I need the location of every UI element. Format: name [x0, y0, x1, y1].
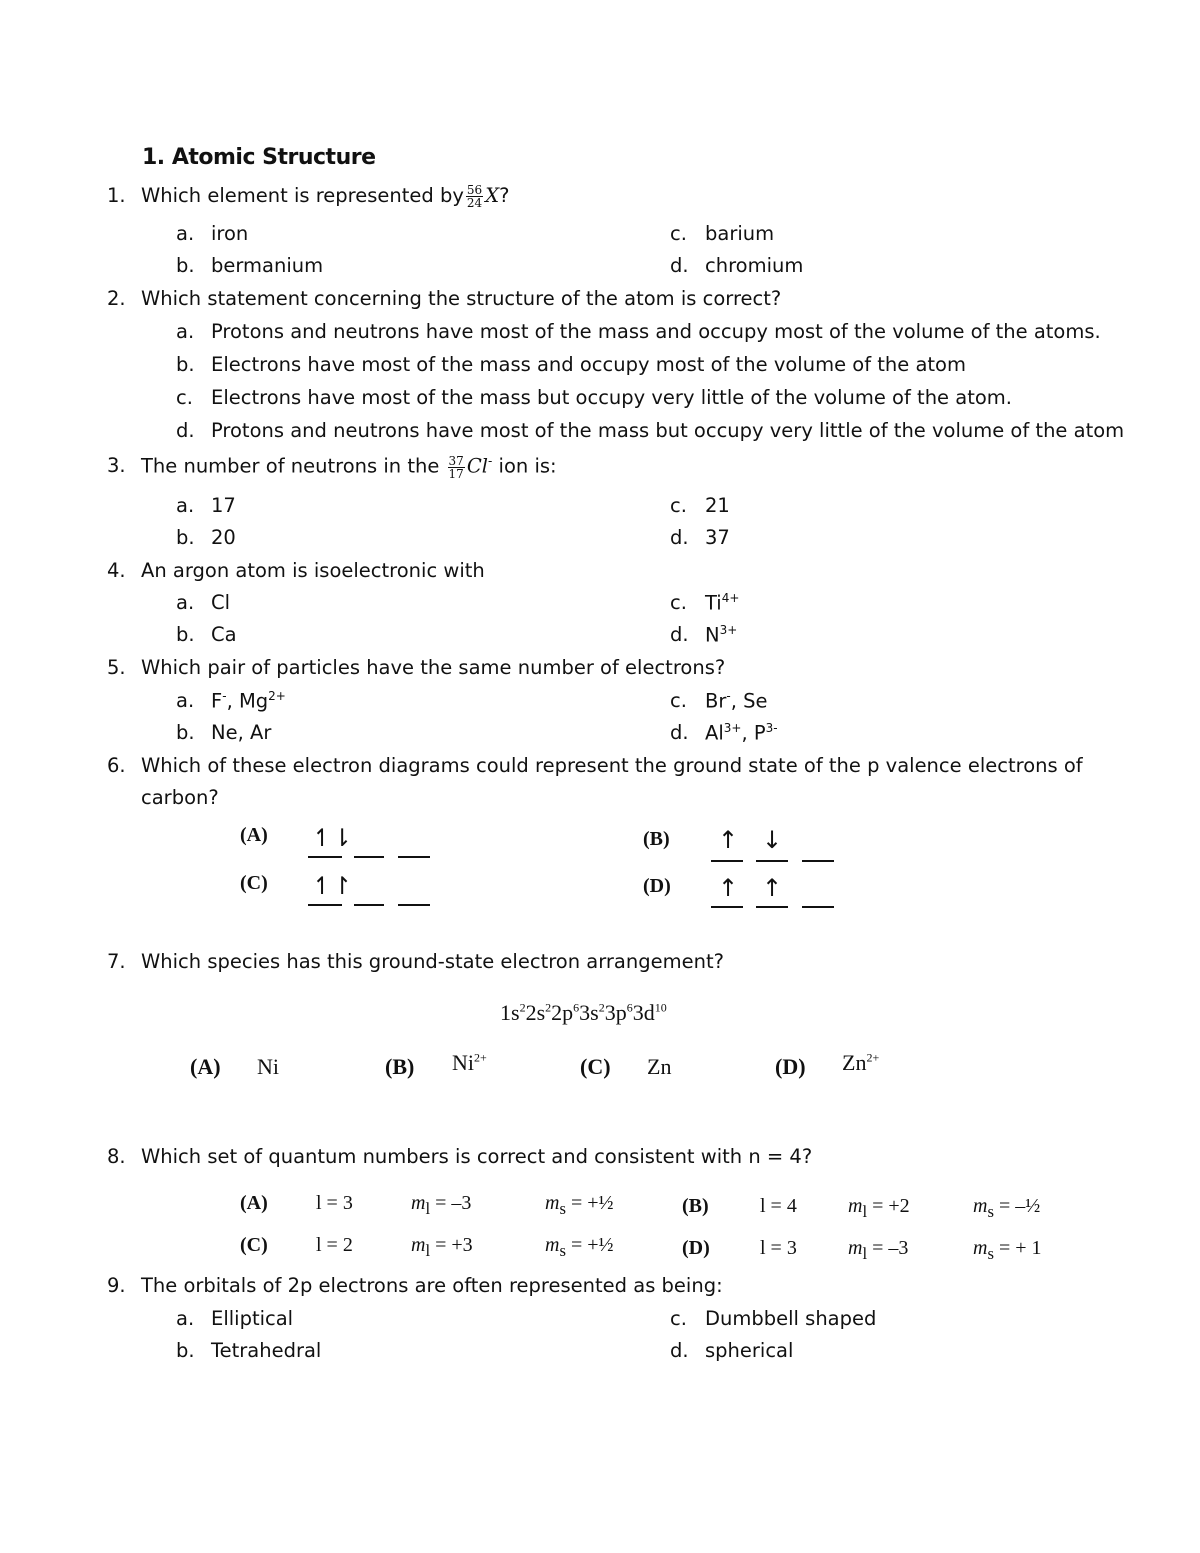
option-letter: a.	[176, 494, 195, 517]
ms-symbol: m	[973, 1237, 988, 1259]
quantum-ms	[973, 1195, 1040, 1222]
option-text: 37	[705, 526, 730, 549]
option-letter: a.	[176, 591, 195, 614]
question-text: An argon atom is isoelectronic with	[141, 559, 485, 582]
question-text-continued: carbon?	[141, 786, 219, 809]
species: Ne, Ar	[211, 721, 272, 744]
atomic-number: 24	[466, 196, 483, 210]
question-number: 6.	[107, 754, 126, 777]
option-letter: b.	[176, 526, 195, 549]
option-letter: c.	[670, 689, 687, 712]
option-text: chromium	[705, 254, 804, 277]
choice-label: (B)	[682, 1195, 709, 1217]
ion-charge: 3-	[765, 721, 778, 735]
species: N	[705, 623, 720, 647]
ion-charge: 3+	[723, 721, 742, 735]
quantum-ml	[848, 1237, 908, 1264]
option-letter: c.	[670, 591, 687, 614]
option-text: Elliptical	[211, 1307, 294, 1330]
diagram-label: (C)	[240, 872, 268, 894]
species: Br	[705, 689, 727, 713]
ml-value: = +3	[430, 1234, 473, 1256]
ms-symbol: m	[545, 1192, 560, 1214]
option-text: iron	[211, 222, 249, 245]
electron-count: 6	[626, 1000, 633, 1015]
choice-label: (A)	[190, 1054, 221, 1079]
ms-subscript: s	[559, 1199, 566, 1218]
option-text: Protons and neutrons have most of the mass and occupy most of the volume of the atoms.	[211, 320, 1101, 343]
choice-label: (D)	[775, 1054, 806, 1079]
ml-symbol: m	[848, 1237, 863, 1259]
ml-symbol: m	[411, 1192, 426, 1214]
species: , Se	[730, 689, 768, 713]
orbital-arrows: ↿↾	[312, 872, 353, 900]
option-text: bermanium	[211, 254, 324, 277]
option-letter: c.	[670, 1307, 687, 1330]
orbital-line	[711, 860, 743, 862]
quantum-ml	[411, 1192, 471, 1219]
mass-number: 37	[448, 453, 464, 468]
question-number: 7.	[107, 950, 126, 973]
question-text: The orbitals of 2p electrons are often represented as being:	[141, 1274, 723, 1297]
question-number: 1.	[107, 184, 126, 207]
option-letter: b.	[176, 721, 195, 744]
option-text	[705, 721, 778, 745]
question-text-pre: Which element is represented by	[141, 184, 464, 207]
option-letter: b.	[176, 1339, 195, 1362]
electron-count: 10	[654, 1000, 667, 1015]
option-text: spherical	[705, 1339, 794, 1362]
ion-charge: -	[222, 689, 227, 703]
ion-charge: -	[488, 454, 493, 468]
electron-configuration	[500, 1000, 667, 1026]
species: Ca	[211, 623, 237, 646]
option-letter: b.	[176, 254, 195, 277]
option-letter: d.	[670, 721, 689, 744]
ml-subscript: l	[425, 1199, 431, 1218]
electron-count: 2	[545, 1000, 552, 1015]
orbital-line	[802, 860, 834, 862]
species: , P	[741, 721, 766, 745]
option-letter: d.	[670, 623, 689, 646]
species: Ti	[705, 591, 722, 615]
choice-label: (B)	[385, 1054, 415, 1079]
ml-value: = –3	[430, 1192, 472, 1214]
quantum-l: l = 3	[316, 1192, 353, 1214]
question-text: Which of these electron diagrams could represent the ground state of the p valence electrons of	[141, 754, 1083, 777]
option-letter: d.	[176, 419, 195, 442]
isotope-notation	[448, 455, 465, 480]
option-letter: c.	[670, 222, 687, 245]
choice-label: (C)	[240, 1234, 268, 1256]
question-number: 8.	[107, 1145, 126, 1168]
orbital-line	[756, 860, 788, 862]
ms-symbol: m	[973, 1195, 988, 1217]
orbital-line	[756, 906, 788, 908]
orbital-line	[354, 904, 384, 906]
ion-charge: 2+	[268, 689, 286, 703]
choice-species	[842, 1050, 879, 1076]
ms-value: = –½	[993, 1195, 1041, 1217]
ml-symbol: m	[411, 1234, 426, 1256]
diagram-label: (B)	[643, 828, 670, 850]
option-text: 20	[211, 526, 236, 549]
section-title: 1. Atomic Structure	[142, 145, 376, 170]
ml-subscript: l	[862, 1244, 868, 1263]
quantum-l: l = 2	[316, 1234, 353, 1256]
species: F	[211, 689, 223, 713]
option-text	[211, 591, 230, 614]
question-number: 4.	[107, 559, 126, 582]
subshell: 1s	[500, 1000, 520, 1025]
choice-label: (C)	[580, 1054, 611, 1079]
orbital-arrow: ↑	[718, 874, 739, 902]
subshell: 2p	[551, 1000, 574, 1025]
ion-charge: 4+	[721, 591, 740, 605]
question-number: 2.	[107, 287, 126, 310]
subshell: 3s	[579, 1000, 599, 1025]
option-text: Electrons have most of the mass but occupy very little of the volume of the atom.	[211, 386, 1012, 409]
option-letter: b.	[176, 623, 195, 646]
option-text	[705, 591, 739, 615]
option-letter: b.	[176, 353, 195, 376]
species: , Mg	[226, 689, 269, 713]
orbital-line	[308, 904, 342, 906]
question-text: Which pair of particles have the same number of electrons?	[141, 656, 726, 679]
option-letter: a.	[176, 222, 195, 245]
orbital-line	[308, 856, 342, 858]
choice-species	[452, 1050, 487, 1076]
orbital-line	[354, 856, 384, 858]
ms-value: = +½	[565, 1192, 614, 1214]
question-text-post: ?	[499, 184, 510, 207]
ms-symbol: m	[545, 1234, 560, 1256]
species: Cl	[211, 591, 231, 614]
atomic-number: 17	[448, 466, 464, 481]
question-text-post: ion is:	[498, 454, 557, 478]
question-text	[141, 454, 557, 480]
ion-charge: 2+	[866, 1050, 880, 1065]
electron-count: 2	[598, 1000, 605, 1015]
species: Zn	[647, 1054, 672, 1079]
orbital-arrow: ↑	[718, 826, 739, 854]
ion-charge: 2+	[474, 1050, 487, 1065]
orbital-arrows: ↿⇂	[312, 824, 353, 852]
species: Ni	[452, 1050, 474, 1075]
quantum-l: l = 4	[760, 1195, 797, 1217]
orbital-line	[398, 856, 430, 858]
option-letter: c.	[176, 386, 193, 409]
ion-charge: -	[726, 689, 731, 703]
ml-value: = +2	[867, 1195, 910, 1217]
option-text: barium	[705, 222, 775, 245]
option-text	[705, 623, 737, 647]
question-text-pre: The number of neutrons in the	[141, 454, 440, 478]
question-number: 9.	[107, 1274, 126, 1297]
option-text	[705, 689, 768, 713]
option-text: Electrons have most of the mass and occupy most of the volume of the atom	[211, 353, 966, 376]
quantum-ml	[848, 1195, 910, 1222]
electron-count: 2	[519, 1000, 526, 1015]
option-letter: c.	[670, 494, 687, 517]
orbital-arrow: ↓	[762, 826, 783, 854]
quantum-ms	[545, 1192, 614, 1219]
ms-value: = + 1	[993, 1237, 1042, 1259]
option-letter: d.	[670, 1339, 689, 1362]
question-number: 3.	[107, 454, 126, 477]
species: Al	[705, 721, 724, 745]
choice-species	[647, 1054, 671, 1080]
ion-charge: 3+	[719, 623, 738, 637]
question-text: Which statement concerning the structure of the atom is correct?	[141, 287, 782, 310]
ms-subscript: s	[987, 1202, 994, 1221]
orbital-arrow: ↑	[762, 874, 783, 902]
orbital-line	[711, 906, 743, 908]
quantum-ms	[973, 1237, 1042, 1264]
element-symbol: Cl	[466, 454, 488, 478]
ms-subscript: s	[987, 1244, 994, 1263]
option-text	[211, 689, 286, 713]
diagram-label: (A)	[240, 824, 268, 846]
choice-label: (D)	[682, 1237, 710, 1259]
ms-value: = +½	[565, 1234, 614, 1256]
subshell: 3p	[604, 1000, 627, 1025]
question-text	[141, 184, 509, 209]
element-symbol: X	[485, 184, 500, 207]
quantum-ms	[545, 1234, 614, 1261]
option-letter: d.	[670, 254, 689, 277]
option-letter: d.	[670, 526, 689, 549]
option-text	[211, 623, 237, 646]
option-text: Dumbbell shaped	[705, 1307, 877, 1330]
mass-number: 56	[466, 183, 483, 197]
question-text: Which set of quantum numbers is correct and consistent with n = 4?	[141, 1145, 813, 1168]
option-letter: a.	[176, 1307, 195, 1330]
subshell: 2s	[525, 1000, 546, 1025]
choice-label: (A)	[240, 1192, 268, 1214]
species: Zn	[842, 1050, 867, 1075]
option-letter: a.	[176, 320, 195, 343]
diagram-label: (D)	[643, 875, 671, 897]
choice-species	[257, 1054, 279, 1080]
quantum-l: l = 3	[760, 1237, 797, 1259]
question-text: Which species has this ground-state electron arrangement?	[141, 950, 724, 973]
option-text: 21	[705, 494, 730, 517]
electron-count: 6	[573, 1000, 580, 1015]
ml-symbol: m	[848, 1195, 863, 1217]
subshell: 3d	[632, 1000, 655, 1025]
species: Ni	[257, 1054, 279, 1079]
option-letter: a.	[176, 689, 195, 712]
question-number: 5.	[107, 656, 126, 679]
ml-subscript: l	[862, 1202, 868, 1221]
option-text: Protons and neutrons have most of the mass but occupy very little of the volume of the atom	[211, 419, 1125, 442]
orbital-line	[802, 906, 834, 908]
option-text: 17	[211, 494, 236, 517]
quantum-ml	[411, 1234, 473, 1261]
option-text	[211, 721, 271, 744]
ml-value: = –3	[867, 1237, 909, 1259]
ml-subscript: l	[425, 1241, 431, 1260]
option-text: Tetrahedral	[211, 1339, 322, 1362]
orbital-line	[398, 904, 430, 906]
isotope-notation	[466, 184, 483, 209]
ms-subscript: s	[559, 1241, 566, 1260]
